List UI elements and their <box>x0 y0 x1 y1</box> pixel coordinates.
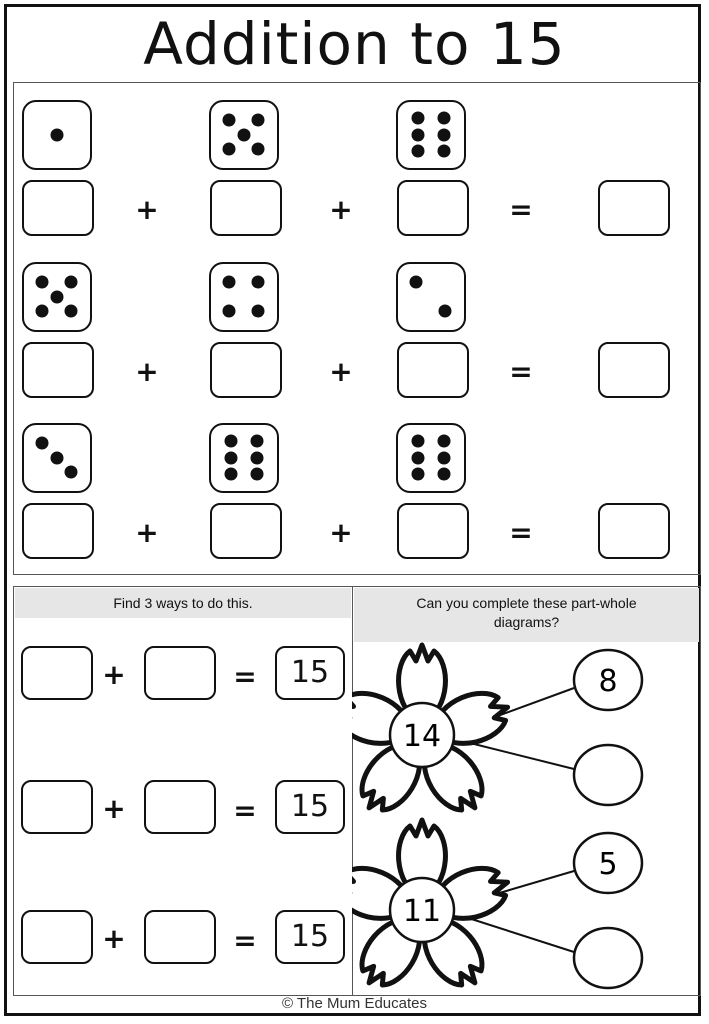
die-pip <box>411 128 424 141</box>
die-pip <box>50 290 63 303</box>
die-pip <box>50 451 63 464</box>
sum-answer-box[interactable] <box>598 180 670 236</box>
whole-value: 11 <box>402 894 442 929</box>
die-answer-box[interactable] <box>22 180 94 236</box>
part-whole-diagrams <box>352 640 697 995</box>
sum-answer-box[interactable] <box>598 342 670 398</box>
die-pip <box>411 111 424 124</box>
die-face-6 <box>396 423 466 493</box>
whole-value: 14 <box>402 719 442 754</box>
die-pip <box>36 304 49 317</box>
part-whole-heading <box>354 588 699 642</box>
equals-sign: = <box>509 193 533 226</box>
die-pip <box>50 128 63 141</box>
die-pip <box>437 468 450 481</box>
find-ways-heading: Find 3 ways to do this. <box>15 588 351 618</box>
die-answer-box[interactable] <box>210 342 282 398</box>
missing-part-circle[interactable] <box>574 928 642 988</box>
part-whole-diagram <box>352 645 642 822</box>
part-whole-heading-line1: Can you complete these part-whole <box>416 595 637 611</box>
connector-line <box>462 741 574 769</box>
die-pip <box>411 468 424 481</box>
sum-answer-box[interactable] <box>598 503 670 559</box>
die-answer-box[interactable] <box>397 180 469 236</box>
die-face-6 <box>209 423 279 493</box>
part-value: 5 <box>598 847 618 882</box>
missing-part-circle[interactable] <box>574 745 642 805</box>
equals-sign: = <box>509 355 533 388</box>
die-answer-box[interactable] <box>397 503 469 559</box>
die-face-6 <box>396 100 466 170</box>
die-pip <box>64 276 77 289</box>
die-answer-box[interactable] <box>22 342 94 398</box>
die-answer-box[interactable] <box>22 503 94 559</box>
part-value: 8 <box>598 664 618 699</box>
part-whole-diagram <box>352 820 642 995</box>
page-title: Addition to 15 <box>143 10 566 78</box>
die-pip <box>223 142 236 155</box>
equals-sign: = <box>509 516 533 549</box>
plus-sign: + <box>102 922 126 955</box>
die-pip <box>437 145 450 158</box>
equals-sign: = <box>233 794 257 827</box>
die-face-4 <box>209 262 279 332</box>
die-pip <box>250 434 263 447</box>
plus-sign: + <box>329 516 353 549</box>
dice-panel <box>13 82 701 575</box>
addend-answer-box[interactable] <box>21 646 93 700</box>
total-box: 15 <box>275 780 345 834</box>
total-box: 15 <box>275 646 345 700</box>
die-pip <box>224 468 237 481</box>
addend-answer-box[interactable] <box>144 910 216 964</box>
die-pip <box>224 434 237 447</box>
die-pip <box>251 304 264 317</box>
die-pip <box>223 304 236 317</box>
die-pip <box>411 434 424 447</box>
die-face-3 <box>22 423 92 493</box>
addend-answer-box[interactable] <box>21 910 93 964</box>
plus-sign: + <box>135 193 159 226</box>
addend-answer-box[interactable] <box>21 780 93 834</box>
die-face-1 <box>22 100 92 170</box>
plus-sign: + <box>135 516 159 549</box>
die-pip <box>438 304 451 317</box>
die-pip <box>223 276 236 289</box>
die-answer-box[interactable] <box>210 180 282 236</box>
die-answer-box[interactable] <box>397 342 469 398</box>
die-pip <box>411 451 424 464</box>
equals-sign: = <box>233 660 257 693</box>
total-box: 15 <box>275 910 345 964</box>
die-pip <box>224 451 237 464</box>
die-pip <box>250 468 263 481</box>
die-face-5 <box>209 100 279 170</box>
die-pip <box>251 276 264 289</box>
die-pip <box>410 276 423 289</box>
equals-sign: = <box>233 924 257 957</box>
die-pip <box>64 304 77 317</box>
die-pip <box>251 142 264 155</box>
die-pip <box>250 451 263 464</box>
copyright-footer: © The Mum Educates <box>281 995 427 1012</box>
die-face-5 <box>22 262 92 332</box>
die-pip <box>36 437 49 450</box>
die-pip <box>437 451 450 464</box>
die-pip <box>36 276 49 289</box>
die-pip <box>64 465 77 478</box>
plus-sign: + <box>329 355 353 388</box>
plus-sign: + <box>135 355 159 388</box>
die-pip <box>411 145 424 158</box>
die-pip <box>223 114 236 127</box>
die-answer-box[interactable] <box>210 503 282 559</box>
part-whole-heading-line2: diagrams? <box>493 614 560 630</box>
plus-sign: + <box>329 193 353 226</box>
addend-answer-box[interactable] <box>144 780 216 834</box>
plus-sign: + <box>102 792 126 825</box>
die-pip <box>437 434 450 447</box>
die-pip <box>251 114 264 127</box>
die-pip <box>437 111 450 124</box>
die-face-2 <box>396 262 466 332</box>
addend-answer-box[interactable] <box>144 646 216 700</box>
plus-sign: + <box>102 658 126 691</box>
die-pip <box>237 128 250 141</box>
die-pip <box>437 128 450 141</box>
